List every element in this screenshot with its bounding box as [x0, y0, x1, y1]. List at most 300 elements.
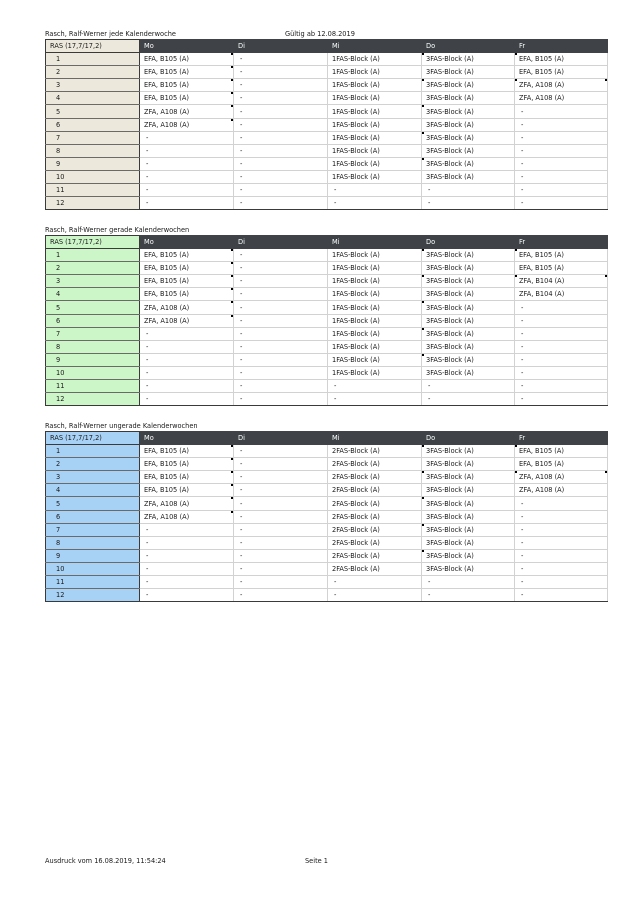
lesson-cell: - [140, 327, 234, 340]
lesson-cell: - [515, 366, 608, 379]
table-row [46, 353, 608, 366]
lesson-cell: - [234, 301, 328, 314]
day-header: Mo [140, 236, 234, 249]
lesson-cell: - [140, 380, 234, 393]
period-number: 10 [46, 366, 140, 379]
day-header: Di [234, 432, 328, 445]
day-header: Mi [328, 432, 422, 445]
day-header: Do [422, 432, 515, 445]
lesson-cell: EFA, B105 (A) [140, 249, 234, 262]
day-header: Fr [515, 40, 608, 53]
lesson-cell: 3FAS-Block (A) [422, 66, 515, 79]
lesson-cell: - [234, 471, 328, 484]
lesson-cell: EFA, B105 (A) [140, 262, 234, 275]
lesson-cell: - [234, 576, 328, 589]
lesson-cell: - [234, 131, 328, 144]
lesson-cell: ZFA, A108 (A) [515, 471, 608, 484]
period-number: 3 [46, 471, 140, 484]
lesson-cell: 1FAS-Block (A) [328, 66, 422, 79]
period-number: 7 [46, 523, 140, 536]
lesson-cell: - [140, 562, 234, 575]
link-marker [515, 53, 517, 55]
lesson-cell: - [140, 536, 234, 549]
lesson-cell: 2FAS-Block (A) [328, 549, 422, 562]
table-row [46, 340, 608, 353]
lesson-cell: ZFA, A108 (A) [140, 510, 234, 523]
period-number: 1 [46, 53, 140, 66]
lesson-cell: EFA, B105 (A) [140, 445, 234, 458]
day-header: Fr [515, 432, 608, 445]
table-row [46, 393, 608, 406]
page-number: Seite 1 [305, 857, 329, 865]
table-row [46, 497, 608, 510]
lesson-cell: 2FAS-Block (A) [328, 471, 422, 484]
lesson-cell: - [422, 380, 515, 393]
link-marker [422, 105, 424, 107]
lesson-cell: EFA, B105 (A) [140, 288, 234, 301]
period-number: 8 [46, 340, 140, 353]
day-header: Di [234, 40, 328, 53]
lesson-cell: EFA, B105 (A) [140, 275, 234, 288]
table-row [46, 366, 608, 379]
lesson-cell: - [234, 589, 328, 602]
table-row [46, 523, 608, 536]
lesson-cell: 1FAS-Block (A) [328, 144, 422, 157]
day-header: Do [422, 40, 515, 53]
lesson-cell: 3FAS-Block (A) [422, 131, 515, 144]
lesson-cell: - [234, 562, 328, 575]
lesson-cell: EFA, B105 (A) [515, 249, 608, 262]
lesson-cell: - [140, 131, 234, 144]
link-marker [422, 497, 424, 499]
lesson-cell: 3FAS-Block (A) [422, 484, 515, 497]
teacher-name: Rasch, Ralf-Werner [45, 30, 108, 38]
lesson-cell: - [234, 523, 328, 536]
lesson-cell: - [234, 118, 328, 131]
link-marker [422, 471, 424, 473]
timetable-table [45, 39, 608, 210]
link-marker [605, 471, 607, 473]
lesson-cell: - [234, 445, 328, 458]
lesson-cell: - [515, 536, 608, 549]
lesson-cell: - [422, 576, 515, 589]
lesson-cell: 3FAS-Block (A) [422, 144, 515, 157]
lesson-cell: - [234, 197, 328, 210]
lesson-cell: EFA, B105 (A) [140, 66, 234, 79]
lesson-cell: - [234, 393, 328, 406]
lesson-cell: 3FAS-Block (A) [422, 327, 515, 340]
lesson-cell: 2FAS-Block (A) [328, 497, 422, 510]
period-number: 12 [46, 393, 140, 406]
lesson-cell: 1FAS-Block (A) [328, 340, 422, 353]
table-row [46, 510, 608, 523]
table-row [46, 144, 608, 157]
period-number: 5 [46, 301, 140, 314]
period-number: 4 [46, 92, 140, 105]
lesson-cell: - [328, 380, 422, 393]
day-header: Mi [328, 236, 422, 249]
block-title [45, 30, 607, 39]
period-number: 3 [46, 79, 140, 92]
lesson-cell: EFA, B105 (A) [140, 471, 234, 484]
lesson-cell: 3FAS-Block (A) [422, 105, 515, 118]
lesson-cell: - [234, 144, 328, 157]
lesson-cell: - [515, 197, 608, 210]
lesson-cell: - [234, 314, 328, 327]
lesson-cell: - [515, 105, 608, 118]
link-marker [422, 328, 424, 330]
lesson-cell: 1FAS-Block (A) [328, 262, 422, 275]
lesson-cell: - [515, 327, 608, 340]
lesson-cell: - [234, 340, 328, 353]
lesson-cell: 3FAS-Block (A) [422, 340, 515, 353]
header-row [46, 432, 608, 445]
lesson-cell: 3FAS-Block (A) [422, 510, 515, 523]
lesson-cell: - [515, 380, 608, 393]
lesson-cell: 1FAS-Block (A) [328, 118, 422, 131]
lesson-cell: - [234, 366, 328, 379]
table-row [46, 536, 608, 549]
lesson-cell: - [140, 144, 234, 157]
period-number: 6 [46, 510, 140, 523]
valid-from: Gültig ab 12.08.2019 [285, 30, 355, 38]
teacher-name: Rasch, Ralf-Werner [45, 422, 108, 430]
period-number: 11 [46, 380, 140, 393]
lesson-cell: 3FAS-Block (A) [422, 523, 515, 536]
link-marker [422, 249, 424, 251]
lesson-cell: 1FAS-Block (A) [328, 170, 422, 183]
link-marker [422, 445, 424, 447]
link-marker [422, 158, 424, 160]
header-row [46, 40, 608, 53]
lesson-cell: EFA, B105 (A) [140, 484, 234, 497]
table-row [46, 301, 608, 314]
period-number: 9 [46, 549, 140, 562]
table-row [46, 157, 608, 170]
lesson-cell: - [515, 184, 608, 197]
block-title [45, 226, 607, 235]
period-number: 1 [46, 249, 140, 262]
lesson-cell: - [140, 576, 234, 589]
lesson-cell: 1FAS-Block (A) [328, 131, 422, 144]
period-number: 12 [46, 197, 140, 210]
lesson-cell: - [515, 353, 608, 366]
lesson-cell: - [422, 393, 515, 406]
lesson-cell: - [515, 510, 608, 523]
period-number: 10 [46, 170, 140, 183]
lesson-cell: - [515, 131, 608, 144]
lesson-cell: - [140, 393, 234, 406]
lesson-cell: 2FAS-Block (A) [328, 445, 422, 458]
lesson-cell: 1FAS-Block (A) [328, 275, 422, 288]
lesson-cell: - [234, 53, 328, 66]
lesson-cell: ZFA, A108 (A) [515, 484, 608, 497]
timetable-table [45, 431, 608, 602]
lesson-cell: EFA, B105 (A) [515, 53, 608, 66]
timetable-block [45, 226, 607, 406]
lesson-cell: - [234, 170, 328, 183]
lesson-cell: 1FAS-Block (A) [328, 79, 422, 92]
lesson-cell: - [234, 510, 328, 523]
link-marker [605, 79, 607, 81]
lesson-cell: - [422, 197, 515, 210]
lesson-cell: ZFA, B104 (A) [515, 288, 608, 301]
lesson-cell: - [234, 275, 328, 288]
lesson-cell: 3FAS-Block (A) [422, 353, 515, 366]
table-row [46, 92, 608, 105]
block-title [45, 422, 607, 431]
table-row [46, 589, 608, 602]
lesson-cell: - [515, 314, 608, 327]
link-marker [515, 249, 517, 251]
lesson-cell: ZFA, B104 (A) [515, 275, 608, 288]
lesson-cell: - [234, 380, 328, 393]
lesson-cell: - [515, 340, 608, 353]
day-header: Mo [140, 40, 234, 53]
lesson-cell: - [140, 523, 234, 536]
lesson-cell: 3FAS-Block (A) [422, 549, 515, 562]
period-number: 8 [46, 144, 140, 157]
lesson-cell: - [234, 66, 328, 79]
table-row [46, 288, 608, 301]
period-number: 6 [46, 314, 140, 327]
lesson-cell: ZFA, A108 (A) [140, 497, 234, 510]
lesson-cell: - [234, 549, 328, 562]
lesson-cell: - [234, 288, 328, 301]
table-row [46, 445, 608, 458]
lesson-cell: ZFA, A108 (A) [140, 314, 234, 327]
lesson-cell: 3FAS-Block (A) [422, 157, 515, 170]
lesson-cell: - [422, 184, 515, 197]
lesson-cell: 3FAS-Block (A) [422, 288, 515, 301]
lesson-cell: 3FAS-Block (A) [422, 562, 515, 575]
period-number: 11 [46, 184, 140, 197]
lesson-cell: 2FAS-Block (A) [328, 562, 422, 575]
lesson-cell: - [515, 157, 608, 170]
lesson-cell: 3FAS-Block (A) [422, 249, 515, 262]
period-number: 9 [46, 353, 140, 366]
lesson-cell: 3FAS-Block (A) [422, 92, 515, 105]
lesson-cell: EFA, B105 (A) [515, 66, 608, 79]
teacher-code: RAS (17,7/17,2) [46, 236, 140, 249]
table-row [46, 184, 608, 197]
lesson-cell: 3FAS-Block (A) [422, 366, 515, 379]
timetable-block [45, 422, 607, 602]
link-marker [515, 471, 517, 473]
lesson-cell: - [140, 184, 234, 197]
lesson-cell: - [234, 484, 328, 497]
lesson-cell: 3FAS-Block (A) [422, 79, 515, 92]
lesson-cell: - [234, 249, 328, 262]
lesson-cell: - [515, 118, 608, 131]
link-marker [515, 79, 517, 81]
lesson-cell: 2FAS-Block (A) [328, 510, 422, 523]
period-number: 6 [46, 118, 140, 131]
table-row [46, 170, 608, 183]
period-number: 8 [46, 536, 140, 549]
table-row [46, 576, 608, 589]
lesson-cell: - [515, 393, 608, 406]
lesson-cell: ZFA, A108 (A) [515, 92, 608, 105]
period-number: 1 [46, 445, 140, 458]
lesson-cell: ZFA, A108 (A) [140, 301, 234, 314]
lesson-cell: - [140, 366, 234, 379]
day-header: Fr [515, 236, 608, 249]
table-row [46, 275, 608, 288]
period-number: 5 [46, 497, 140, 510]
lesson-cell: 3FAS-Block (A) [422, 497, 515, 510]
table-row [46, 118, 608, 131]
lesson-cell: - [515, 549, 608, 562]
lesson-cell: EFA, B105 (A) [515, 262, 608, 275]
lesson-cell: 2FAS-Block (A) [328, 484, 422, 497]
lesson-cell: 3FAS-Block (A) [422, 262, 515, 275]
lesson-cell: - [234, 92, 328, 105]
lesson-cell: - [140, 170, 234, 183]
period-number: 4 [46, 288, 140, 301]
teacher-name: Rasch, Ralf-Werner [45, 226, 108, 234]
lesson-cell: - [515, 576, 608, 589]
lesson-cell: ZFA, A108 (A) [140, 105, 234, 118]
lesson-cell: 1FAS-Block (A) [328, 249, 422, 262]
table-row [46, 549, 608, 562]
lesson-cell: 1FAS-Block (A) [328, 288, 422, 301]
lesson-cell: - [234, 157, 328, 170]
period-number: 12 [46, 589, 140, 602]
table-row [46, 105, 608, 118]
lesson-cell: 2FAS-Block (A) [328, 458, 422, 471]
table-row [46, 380, 608, 393]
lesson-cell: 3FAS-Block (A) [422, 471, 515, 484]
lesson-cell: 3FAS-Block (A) [422, 314, 515, 327]
lesson-cell: 1FAS-Block (A) [328, 353, 422, 366]
day-header: Di [234, 236, 328, 249]
day-header: Mo [140, 432, 234, 445]
lesson-cell: 1FAS-Block (A) [328, 157, 422, 170]
lesson-cell: ZFA, A108 (A) [515, 79, 608, 92]
lesson-cell: - [515, 497, 608, 510]
table-row [46, 262, 608, 275]
table-row [46, 66, 608, 79]
lesson-cell: EFA, B105 (A) [140, 92, 234, 105]
lesson-cell: EFA, B105 (A) [140, 53, 234, 66]
lesson-cell: 3FAS-Block (A) [422, 170, 515, 183]
lesson-cell: - [140, 549, 234, 562]
lesson-cell: 1FAS-Block (A) [328, 92, 422, 105]
lesson-cell: ZFA, A108 (A) [140, 118, 234, 131]
lesson-cell: - [234, 79, 328, 92]
period-number: 2 [46, 458, 140, 471]
lesson-cell: - [140, 353, 234, 366]
period-number: 11 [46, 576, 140, 589]
lesson-cell: - [234, 184, 328, 197]
table-row [46, 327, 608, 340]
lesson-cell: 2FAS-Block (A) [328, 536, 422, 549]
table-row [46, 197, 608, 210]
day-header: Mi [328, 40, 422, 53]
lesson-cell: - [234, 497, 328, 510]
lesson-cell: - [515, 589, 608, 602]
table-row [46, 314, 608, 327]
lesson-cell: 1FAS-Block (A) [328, 366, 422, 379]
lesson-cell: 3FAS-Block (A) [422, 275, 515, 288]
link-marker [422, 275, 424, 277]
link-marker [422, 550, 424, 552]
table-row [46, 458, 608, 471]
table-row [46, 562, 608, 575]
lesson-cell: 3FAS-Block (A) [422, 458, 515, 471]
lesson-cell: - [234, 353, 328, 366]
link-marker [422, 524, 424, 526]
lesson-cell: - [328, 589, 422, 602]
lesson-cell: - [234, 327, 328, 340]
lesson-cell: 3FAS-Block (A) [422, 445, 515, 458]
lesson-cell: 3FAS-Block (A) [422, 301, 515, 314]
table-row [46, 249, 608, 262]
link-marker [422, 79, 424, 81]
lesson-cell: - [515, 301, 608, 314]
period-number: 3 [46, 275, 140, 288]
timetable-block [45, 30, 607, 210]
day-header: Do [422, 236, 515, 249]
lesson-cell: EFA, B105 (A) [515, 445, 608, 458]
lesson-cell: 1FAS-Block (A) [328, 314, 422, 327]
period-number: 9 [46, 157, 140, 170]
table-row [46, 484, 608, 497]
link-marker [422, 354, 424, 356]
period-number: 2 [46, 66, 140, 79]
lesson-cell: - [515, 523, 608, 536]
lesson-cell: EFA, B105 (A) [140, 79, 234, 92]
table-row [46, 131, 608, 144]
table-row [46, 79, 608, 92]
header-row [46, 236, 608, 249]
lesson-cell: 3FAS-Block (A) [422, 118, 515, 131]
link-marker [605, 275, 607, 277]
period-number: 7 [46, 327, 140, 340]
link-marker [422, 53, 424, 55]
lesson-cell: - [234, 105, 328, 118]
period-number: 7 [46, 131, 140, 144]
lesson-cell: 1FAS-Block (A) [328, 327, 422, 340]
lesson-cell: - [328, 197, 422, 210]
week-type: jede Kalenderwoche [109, 30, 176, 38]
table-row [46, 471, 608, 484]
lesson-cell: - [422, 589, 515, 602]
link-marker [515, 275, 517, 277]
lesson-cell: - [140, 157, 234, 170]
lesson-cell: 3FAS-Block (A) [422, 536, 515, 549]
lesson-cell: - [515, 170, 608, 183]
lesson-cell: - [515, 562, 608, 575]
period-number: 2 [46, 262, 140, 275]
lesson-cell: - [328, 184, 422, 197]
lesson-cell: - [234, 458, 328, 471]
lesson-cell: 2FAS-Block (A) [328, 523, 422, 536]
table-row [46, 53, 608, 66]
lesson-cell: 3FAS-Block (A) [422, 53, 515, 66]
timetable-table [45, 235, 608, 406]
lesson-cell: - [328, 576, 422, 589]
period-number: 5 [46, 105, 140, 118]
lesson-cell: EFA, B105 (A) [140, 458, 234, 471]
week-type: ungerade Kalenderwochen [109, 422, 198, 430]
period-number: 4 [46, 484, 140, 497]
lesson-cell: EFA, B105 (A) [515, 458, 608, 471]
lesson-cell: - [328, 393, 422, 406]
lesson-cell: - [140, 340, 234, 353]
print-timestamp: Ausdruck vom 16.08.2019, 11:54:24 [45, 857, 166, 865]
